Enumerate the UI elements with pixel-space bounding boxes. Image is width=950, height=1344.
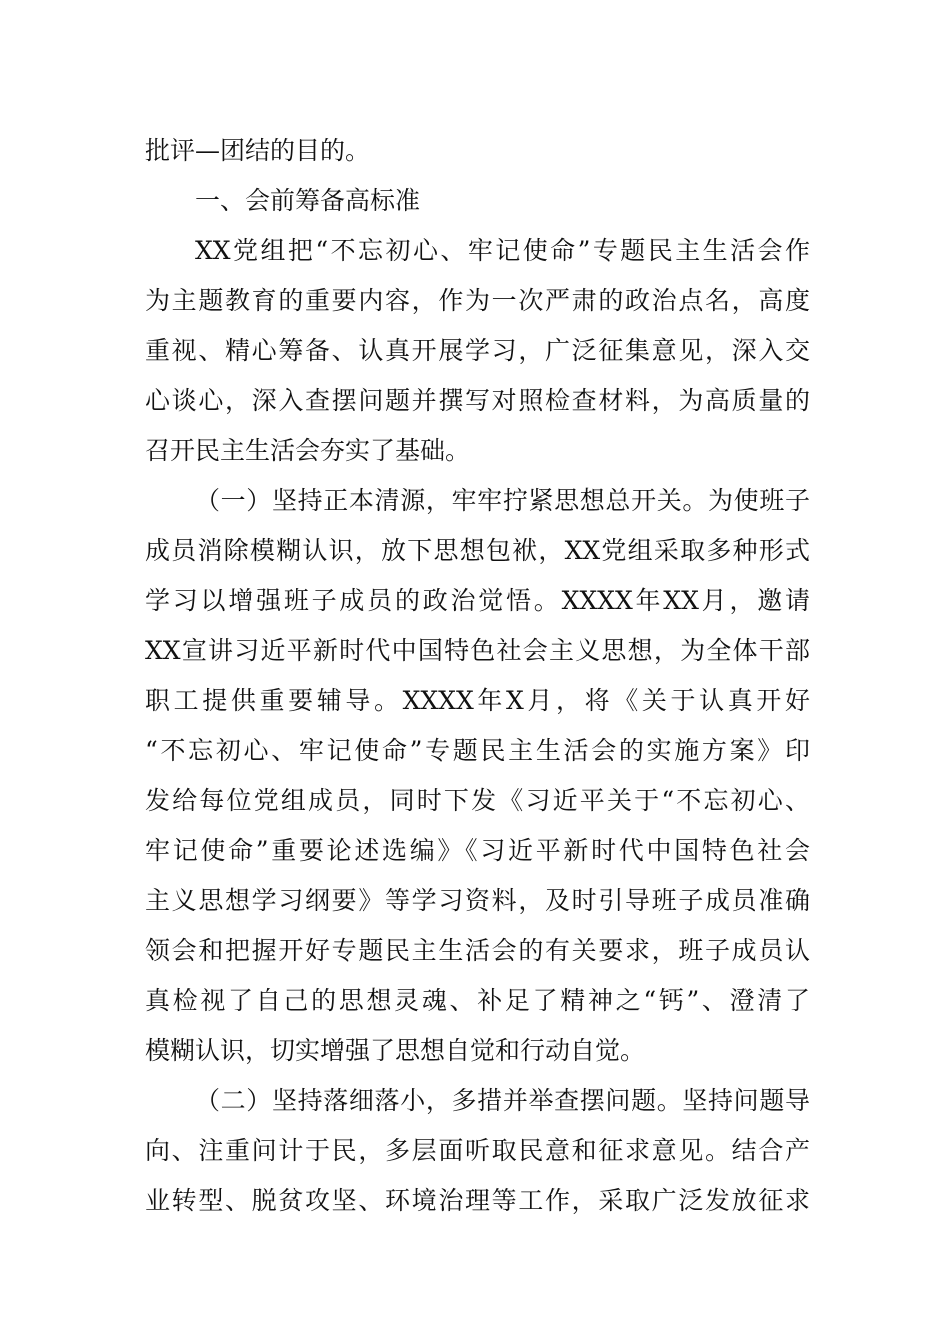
text-line: 向、注重问计于民，多层面听取民意和征求意见。结合产	[145, 1136, 810, 1165]
text-line: 模糊认识，切实增强了思想自觉和行动自觉。	[145, 1036, 646, 1065]
subsection-line: （二）坚持落细落小，多措并举查摆问题。坚持问题导	[195, 1086, 810, 1115]
text-line: 领会和把握开好专题民主生活会的有关要求，班子成员认	[145, 936, 810, 965]
text-line: 心谈心，深入查摆问题并撰写对照检查材料，为高质量的	[145, 386, 810, 415]
text-line: 牢记使命”重要论述选编》《习近平新时代中国特色社会	[145, 836, 810, 865]
text-line: 重视、精心筹备、认真开展学习，广泛征集意见，深入交	[145, 336, 810, 365]
text-line: XX党组把“不忘初心、牢记使命”专题民主生活会作	[195, 236, 810, 265]
text-line: 成员消除模糊认识，放下思想包袱，XX党组采取多种形式	[145, 536, 810, 565]
text-line: 主义思想学习纲要》等学习资料，及时引导班子成员准确	[145, 886, 810, 915]
text-line: 职工提供重要辅导。XXXX年X月，将《关于认真开好	[145, 686, 810, 715]
text-line: 为主题教育的重要内容，作为一次严肃的政治点名，高度	[145, 286, 810, 315]
text-line: XX宣讲习近平新时代中国特色社会主义思想，为全体干部	[145, 636, 810, 665]
text-line: “不忘初心、牢记使命”专题民主生活会的实施方案》印	[145, 736, 810, 765]
text-line: 学习以增强班子成员的政治觉悟。XXXX年XX月，邀请	[145, 586, 810, 615]
text-line: 召开民主生活会夯实了基础。	[145, 436, 471, 465]
text-line: 发给每位党组成员，同时下发《习近平关于“不忘初心、	[145, 786, 810, 815]
text-line: 业转型、脱贫攻坚、环境治理等工作，采取广泛发放征求	[145, 1186, 810, 1215]
section-heading: 一、会前筹备高标准	[195, 186, 421, 215]
subsection-line: （一）坚持正本清源，牢牢拧紧思想总开关。为使班子	[195, 486, 810, 515]
text-line: 真检视了自己的思想灵魂、补足了精神之“钙”、澄清了	[145, 986, 810, 1015]
text-line: 批评—团结的目的。	[145, 136, 371, 165]
